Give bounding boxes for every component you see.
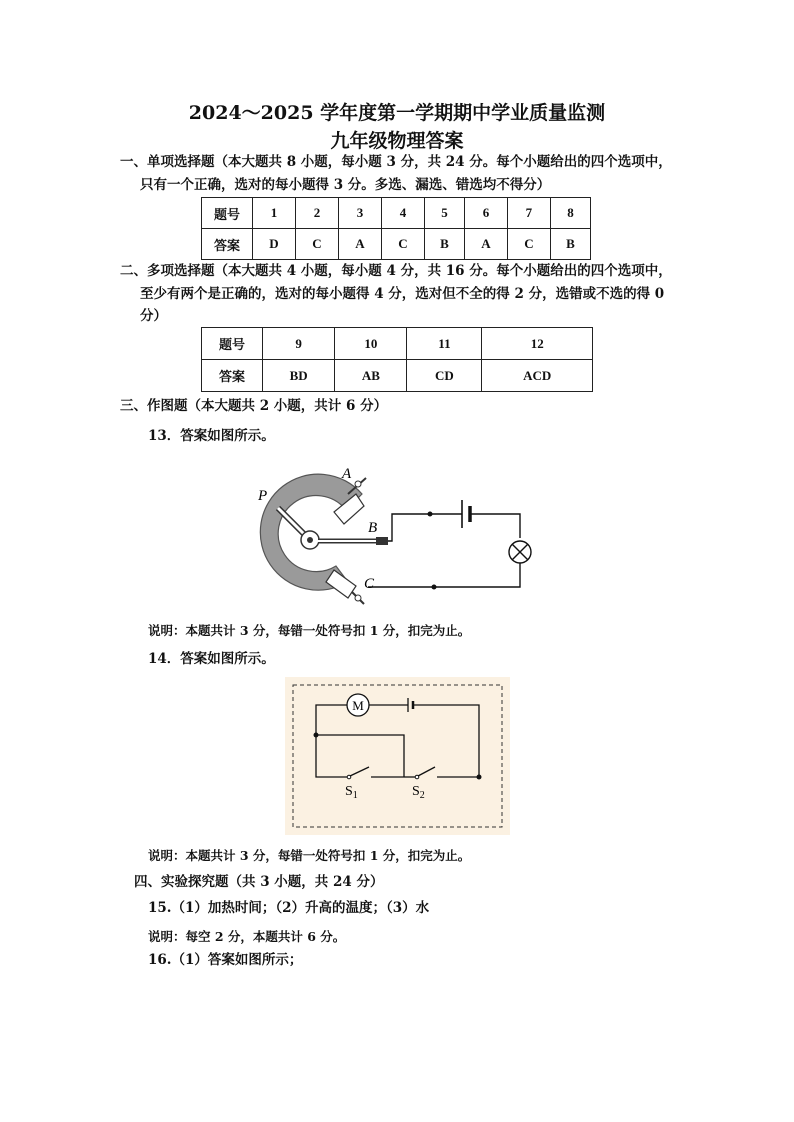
lamp-symbol	[509, 541, 531, 563]
answer-cell: C	[295, 229, 338, 260]
label-b: B	[368, 520, 378, 536]
table-row	[202, 229, 591, 260]
section1-answer-table	[201, 197, 591, 260]
section4-heading: 四、实验探究题（共 3 小题，共 24 分）	[134, 874, 384, 890]
motor-symbol	[347, 694, 369, 716]
question-number: 2	[295, 198, 338, 229]
note-14: 说明：本题共计 3 分，每错一处符号扣 1 分，扣完为止。	[148, 848, 471, 863]
section2-answer-table	[201, 327, 593, 392]
question-number: 12	[482, 328, 593, 360]
row-label-question: 题号	[202, 198, 253, 229]
section2-heading-cont: 至少有两个是正确的，选对的每小题得 4 分，选对但不全的得 2 分，选错或不选的得 0	[140, 286, 665, 302]
note-13: 说明：本题共计 3 分，每错一处符号扣 1 分，扣完为止。	[148, 623, 471, 638]
question-16-answer: 16.（1）答案如图所示；	[148, 952, 303, 968]
section1-heading: 一、单项选择题（本大题共 8 小题，每小题 3 分，共 24 分。每个小题给出的四个选项中，	[120, 154, 672, 170]
page-subtitle: 九年级物理答案	[330, 130, 464, 152]
answer-cell: BD	[263, 360, 335, 392]
question-number: 4	[381, 198, 424, 229]
answer-cell: AB	[335, 360, 407, 392]
table-row	[202, 360, 593, 392]
row-label-question: 题号	[202, 328, 263, 360]
question-15-answer: 15.（1）加热时间；（2）升高的温度；（3）水	[148, 900, 430, 916]
wire-b-to-battery	[388, 514, 462, 541]
note-15: 说明：每空 2 分，本题共计 6 分。	[148, 929, 346, 944]
label-p: P	[258, 488, 268, 504]
section1-heading-cont: 只有一个正确，选对的每小题得 3 分。多选、漏选、错选均不得分）	[140, 177, 551, 193]
question-14-answer: 14．答案如图所示。	[148, 651, 275, 667]
figure-13-circuit	[240, 458, 540, 608]
question-number: 9	[263, 328, 335, 360]
wire-lamp-to-c	[368, 563, 520, 587]
label-a: A	[342, 466, 352, 482]
question-number: 11	[407, 328, 482, 360]
question-13-answer: 13．答案如图所示。	[148, 428, 275, 444]
figure-14-circuit	[285, 677, 510, 835]
question-number: 1	[253, 198, 296, 229]
terminal-b	[318, 537, 388, 545]
answer-cell: ACD	[482, 360, 593, 392]
wire-battery-to-lamp	[470, 514, 520, 538]
section2-heading: 二、多项选择题（本大题共 4 小题，每小题 4 分，共 16 分。每个小题给出的四个选项中，	[120, 263, 672, 279]
answer-cell: C	[507, 229, 550, 260]
question-number: 7	[507, 198, 550, 229]
question-number: 8	[550, 198, 590, 229]
page-title: 2024～2025 学年度第一学期期中学业质量监测	[188, 102, 606, 124]
answer-cell: B	[424, 229, 464, 260]
battery-symbol	[462, 500, 470, 528]
label-s1: $S_1$	[345, 784, 358, 801]
label-s2: $S_2$	[412, 784, 425, 801]
section2-heading-cont2: 分）	[140, 308, 167, 324]
answer-cell: A	[464, 229, 507, 260]
motor-label: M	[352, 698, 364, 713]
answer-cell: CD	[407, 360, 482, 392]
table-row	[202, 328, 593, 360]
section3-heading: 三、作图题（本大题共 2 小题，共计 6 分）	[120, 398, 388, 414]
label-c: C	[364, 576, 375, 592]
answer-cell: C	[381, 229, 424, 260]
row-label-answer: 答案	[202, 229, 253, 260]
answer-cell: B	[550, 229, 590, 260]
question-number: 5	[424, 198, 464, 229]
table-row	[202, 198, 591, 229]
answer-cell: D	[253, 229, 296, 260]
question-number: 6	[464, 198, 507, 229]
answer-cell: A	[338, 229, 381, 260]
question-number: 10	[335, 328, 407, 360]
question-number: 3	[338, 198, 381, 229]
row-label-answer: 答案	[202, 360, 263, 392]
